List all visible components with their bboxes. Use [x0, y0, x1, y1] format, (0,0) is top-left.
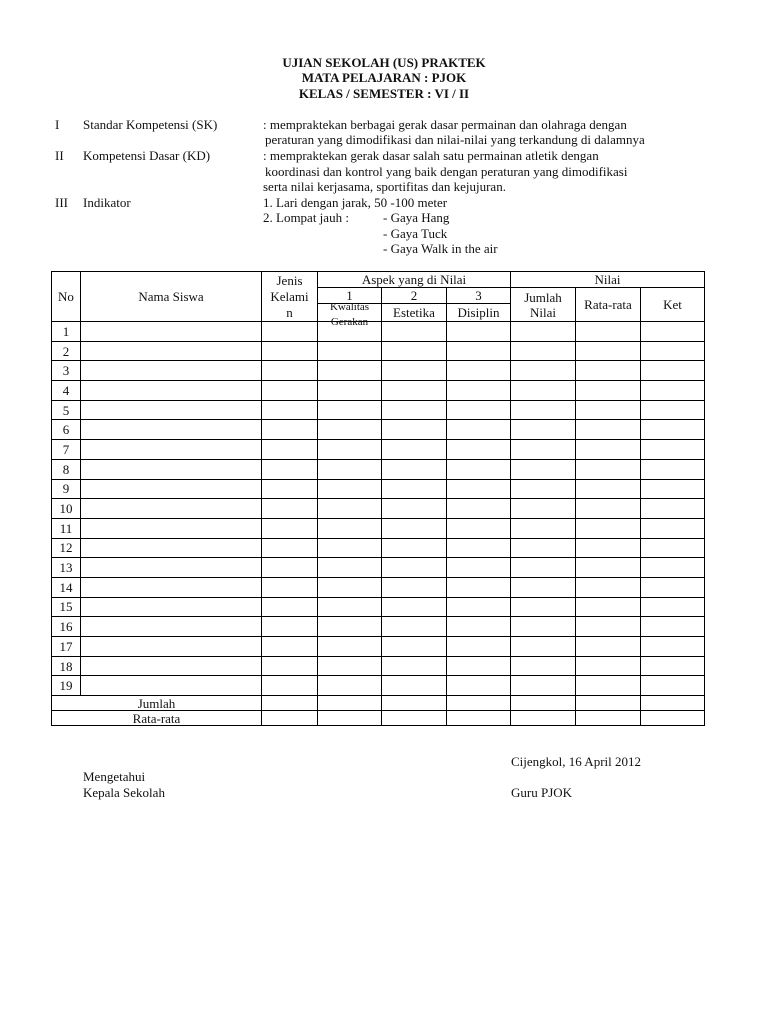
- table-cell: [81, 322, 262, 342]
- table-cell: [262, 440, 318, 460]
- table-cell: [262, 656, 318, 676]
- table-cell: [262, 381, 318, 401]
- table-cell: [81, 400, 262, 420]
- table-row: [52, 420, 705, 440]
- section-sk-text-2: peraturan yang dimodifikasi dan nilai-nilai yang terkandung di dalamnya: [265, 132, 645, 147]
- table-cell: [511, 479, 576, 499]
- table-cell: [447, 420, 511, 440]
- table-cell: [382, 420, 447, 440]
- table-cell: [318, 420, 382, 440]
- header-aspek-1: 1: [318, 288, 382, 304]
- table-cell: [641, 400, 705, 420]
- header-jumlah-nilai: Jumlah Nilai: [511, 288, 576, 322]
- table-cell: [382, 440, 447, 460]
- header-aspek-3: 3: [447, 288, 511, 304]
- table-cell: [382, 322, 447, 342]
- table-cell: [447, 499, 511, 519]
- section-sk-number: I: [55, 117, 60, 132]
- section-kd-text-3: serta nilai kerjasama, sportifitas dan kejujuran.: [263, 179, 506, 194]
- table-cell: [641, 656, 705, 676]
- table-cell: [81, 381, 262, 401]
- table-cell: [447, 341, 511, 361]
- header-jenis-kelamin: Jenis Kelami n: [262, 272, 318, 322]
- table-cell: [81, 420, 262, 440]
- row-number: 3: [52, 361, 81, 381]
- table-cell: [382, 597, 447, 617]
- table-cell: [318, 361, 382, 381]
- table-cell: [576, 577, 641, 597]
- table-cell: [576, 558, 641, 578]
- table-row: [52, 538, 705, 558]
- table-cell: [382, 637, 447, 657]
- row-number: 11: [52, 518, 81, 538]
- table-cell: [447, 676, 511, 696]
- mengetahui-label: Mengetahui: [83, 769, 146, 784]
- class-semester-title: KELAS / SEMESTER : VI / II: [298, 86, 470, 101]
- table-cell: [511, 617, 576, 637]
- table-cell: [262, 459, 318, 479]
- table-cell: [318, 656, 382, 676]
- table-cell: [641, 577, 705, 597]
- table-cell: [262, 577, 318, 597]
- place-date: Cijengkol, 16 April 2012: [511, 754, 641, 769]
- table-row: [52, 440, 705, 460]
- row-number: 15: [52, 597, 81, 617]
- table-cell: [318, 459, 382, 479]
- table-cell: [576, 676, 641, 696]
- table-cell: [382, 361, 447, 381]
- table-cell: [318, 577, 382, 597]
- table-cell: [447, 381, 511, 401]
- indikator-style-tuck: - Gaya Tuck: [383, 226, 448, 241]
- table-cell: [382, 341, 447, 361]
- table-cell: [81, 637, 262, 657]
- table-cell: [511, 322, 576, 342]
- table-cell: [511, 676, 576, 696]
- header-estetika: Estetika: [382, 304, 447, 322]
- table-row: [52, 597, 705, 617]
- table-cell: [382, 577, 447, 597]
- table-row: [52, 676, 705, 696]
- row-number: 18: [52, 656, 81, 676]
- table-cell: [262, 499, 318, 519]
- table-cell: [576, 479, 641, 499]
- grade-table: [51, 271, 705, 726]
- table-cell: [576, 322, 641, 342]
- table-cell: [262, 538, 318, 558]
- section-indikator-label: Indikator: [83, 195, 131, 210]
- table-row: [52, 400, 705, 420]
- table-cell: [81, 499, 262, 519]
- table-cell: [641, 381, 705, 401]
- table-cell: [382, 499, 447, 519]
- row-number: 1: [52, 322, 81, 342]
- row-number: 9: [52, 479, 81, 499]
- table-cell: [318, 400, 382, 420]
- footer-rata-rata-label: Rata-rata: [52, 711, 262, 726]
- table-cell: [576, 440, 641, 460]
- table-cell: [576, 361, 641, 381]
- table-cell: [318, 558, 382, 578]
- table-cell: [576, 597, 641, 617]
- table-cell: [641, 459, 705, 479]
- table-cell: [641, 538, 705, 558]
- table-cell: [318, 381, 382, 401]
- table-cell: [382, 676, 447, 696]
- indikator-style-hang: - Gaya Hang: [383, 210, 450, 225]
- table-cell: [576, 459, 641, 479]
- row-number: 7: [52, 440, 81, 460]
- table-cell: [511, 637, 576, 657]
- indikator-item-2: 2. Lompat jauh :: [263, 210, 349, 225]
- table-cell: [641, 479, 705, 499]
- section-kd-number: II: [55, 148, 64, 163]
- table-cell: [641, 361, 705, 381]
- table-cell: [447, 322, 511, 342]
- subject-title: MATA PELAJARAN : PJOK: [301, 70, 467, 85]
- table-cell: [81, 538, 262, 558]
- table-cell: [447, 400, 511, 420]
- table-cell: [262, 420, 318, 440]
- table-cell: [382, 479, 447, 499]
- table-cell: [511, 400, 576, 420]
- footer-jumlah-label: Jumlah: [52, 696, 262, 711]
- table-cell: [511, 597, 576, 617]
- header-ket: Ket: [641, 288, 705, 322]
- table-cell: [382, 459, 447, 479]
- table-cell: [382, 656, 447, 676]
- header-disiplin: Disiplin: [447, 304, 511, 322]
- table-cell: [511, 459, 576, 479]
- table-cell: [81, 577, 262, 597]
- table-cell: [511, 381, 576, 401]
- table-cell: [576, 617, 641, 637]
- table-cell: [382, 617, 447, 637]
- table-cell: [318, 538, 382, 558]
- table-cell: [262, 617, 318, 637]
- table-cell: [641, 322, 705, 342]
- guru-pjok-label: Guru PJOK: [511, 785, 573, 800]
- table-cell: [81, 518, 262, 538]
- table-cell: [576, 518, 641, 538]
- table-header-row-1: [52, 272, 705, 288]
- row-number: 14: [52, 577, 81, 597]
- row-number: 6: [52, 420, 81, 440]
- row-number: 5: [52, 400, 81, 420]
- table-cell: [511, 420, 576, 440]
- table-cell: [262, 322, 318, 342]
- indikator-item-1: 1. Lari dengan jarak, 50 -100 meter: [263, 195, 448, 210]
- table-cell: [641, 597, 705, 617]
- table-cell: [641, 518, 705, 538]
- table-cell: [81, 361, 262, 381]
- header-kwalitas-gerakan: Kwalitas Gerakan: [318, 304, 382, 322]
- table-cell: [81, 479, 262, 499]
- table-cell: [382, 400, 447, 420]
- table-cell: [262, 361, 318, 381]
- section-kd-label: Kompetensi Dasar (KD): [83, 148, 211, 163]
- table-cell: [382, 518, 447, 538]
- table-cell: [641, 440, 705, 460]
- table-cell: [447, 479, 511, 499]
- table-cell: [318, 637, 382, 657]
- row-number: 10: [52, 499, 81, 519]
- table-cell: [318, 479, 382, 499]
- section-indikator-number: III: [55, 195, 68, 210]
- table-cell: [382, 381, 447, 401]
- table-cell: [81, 597, 262, 617]
- row-number: 2: [52, 341, 81, 361]
- table-cell: [511, 361, 576, 381]
- table-cell: [262, 518, 318, 538]
- table-cell: [318, 617, 382, 637]
- table-cell: [576, 656, 641, 676]
- exam-title: UJIAN SEKOLAH (US) PRAKTEK: [282, 55, 486, 70]
- table-cell: [576, 400, 641, 420]
- table-cell: [81, 558, 262, 578]
- table-row: [52, 558, 705, 578]
- table-cell: [511, 341, 576, 361]
- section-kd-text-1: : mempraktekan gerak dasar salah satu permainan atletik dengan: [263, 148, 599, 163]
- table-cell: [318, 518, 382, 538]
- table-cell: [262, 479, 318, 499]
- table-cell: [641, 558, 705, 578]
- table-cell: [576, 538, 641, 558]
- table-cell: [318, 440, 382, 460]
- table-cell: [447, 597, 511, 617]
- kepala-sekolah-label: Kepala Sekolah: [83, 785, 165, 800]
- row-number: 13: [52, 558, 81, 578]
- table-cell: [81, 656, 262, 676]
- table-cell: [641, 676, 705, 696]
- table-cell: [511, 499, 576, 519]
- table-row: [52, 637, 705, 657]
- table-cell: [318, 676, 382, 696]
- table-cell: [382, 558, 447, 578]
- row-number: 12: [52, 538, 81, 558]
- table-cell: [318, 499, 382, 519]
- table-cell: [641, 617, 705, 637]
- header-nama-siswa: Nama Siswa: [81, 272, 262, 322]
- table-cell: [262, 400, 318, 420]
- table-cell: [576, 341, 641, 361]
- row-number: 8: [52, 459, 81, 479]
- table-cell: [447, 440, 511, 460]
- table-cell: [447, 617, 511, 637]
- table-row: [52, 322, 705, 342]
- table-cell: [447, 558, 511, 578]
- table-cell: [511, 518, 576, 538]
- row-number: 17: [52, 637, 81, 657]
- table-cell: [262, 341, 318, 361]
- table-row: [52, 518, 705, 538]
- table-cell: [447, 577, 511, 597]
- table-cell: [262, 558, 318, 578]
- table-cell: [576, 499, 641, 519]
- table-row: [52, 341, 705, 361]
- table-cell: [576, 420, 641, 440]
- table-cell: [641, 499, 705, 519]
- row-number: 16: [52, 617, 81, 637]
- section-sk-label: Standar Kompetensi (SK): [83, 117, 218, 132]
- header-no: No: [52, 272, 81, 322]
- table-cell: [81, 440, 262, 460]
- table-cell: [511, 656, 576, 676]
- table-cell: [511, 440, 576, 460]
- table-cell: [262, 597, 318, 617]
- table-cell: [262, 637, 318, 657]
- table-row: [52, 499, 705, 519]
- table-cell: [447, 656, 511, 676]
- table-footer-jumlah: [52, 696, 705, 711]
- table-cell: [511, 558, 576, 578]
- table-row: [52, 617, 705, 637]
- table-row: [52, 577, 705, 597]
- table-row: [52, 459, 705, 479]
- table-cell: [511, 577, 576, 597]
- table-cell: [447, 637, 511, 657]
- header-aspek: Aspek yang di Nilai: [318, 272, 511, 288]
- header-rata-rata: Rata-rata: [576, 288, 641, 322]
- table-cell: [318, 341, 382, 361]
- row-number: 4: [52, 381, 81, 401]
- table-cell: [447, 459, 511, 479]
- table-cell: [447, 361, 511, 381]
- section-kd-text-2: koordinasi dan kontrol yang baik dengan peraturan yang dimodifikasi: [265, 164, 628, 179]
- table-cell: [318, 597, 382, 617]
- table-cell: [576, 637, 641, 657]
- table-footer-rata-rata: [52, 711, 705, 726]
- table-cell: [641, 420, 705, 440]
- header-aspek-2: 2: [382, 288, 447, 304]
- table-cell: [511, 538, 576, 558]
- table-cell: [262, 676, 318, 696]
- table-cell: [81, 459, 262, 479]
- table-row: [52, 381, 705, 401]
- table-cell: [81, 617, 262, 637]
- table-row: [52, 656, 705, 676]
- table-row: [52, 361, 705, 381]
- table-cell: [576, 381, 641, 401]
- table-cell: [81, 676, 262, 696]
- table-cell: [447, 538, 511, 558]
- row-number: 19: [52, 676, 81, 696]
- table-cell: [447, 518, 511, 538]
- table-cell: [641, 637, 705, 657]
- indikator-style-walk: - Gaya Walk in the air: [383, 241, 498, 256]
- table-cell: [382, 538, 447, 558]
- header-nilai: Nilai: [511, 272, 705, 288]
- table-row: [52, 479, 705, 499]
- table-cell: [641, 341, 705, 361]
- section-sk-text-1: : mempraktekan berbagai gerak dasar permainan dan olahraga dengan: [263, 117, 627, 132]
- table-cell: [81, 341, 262, 361]
